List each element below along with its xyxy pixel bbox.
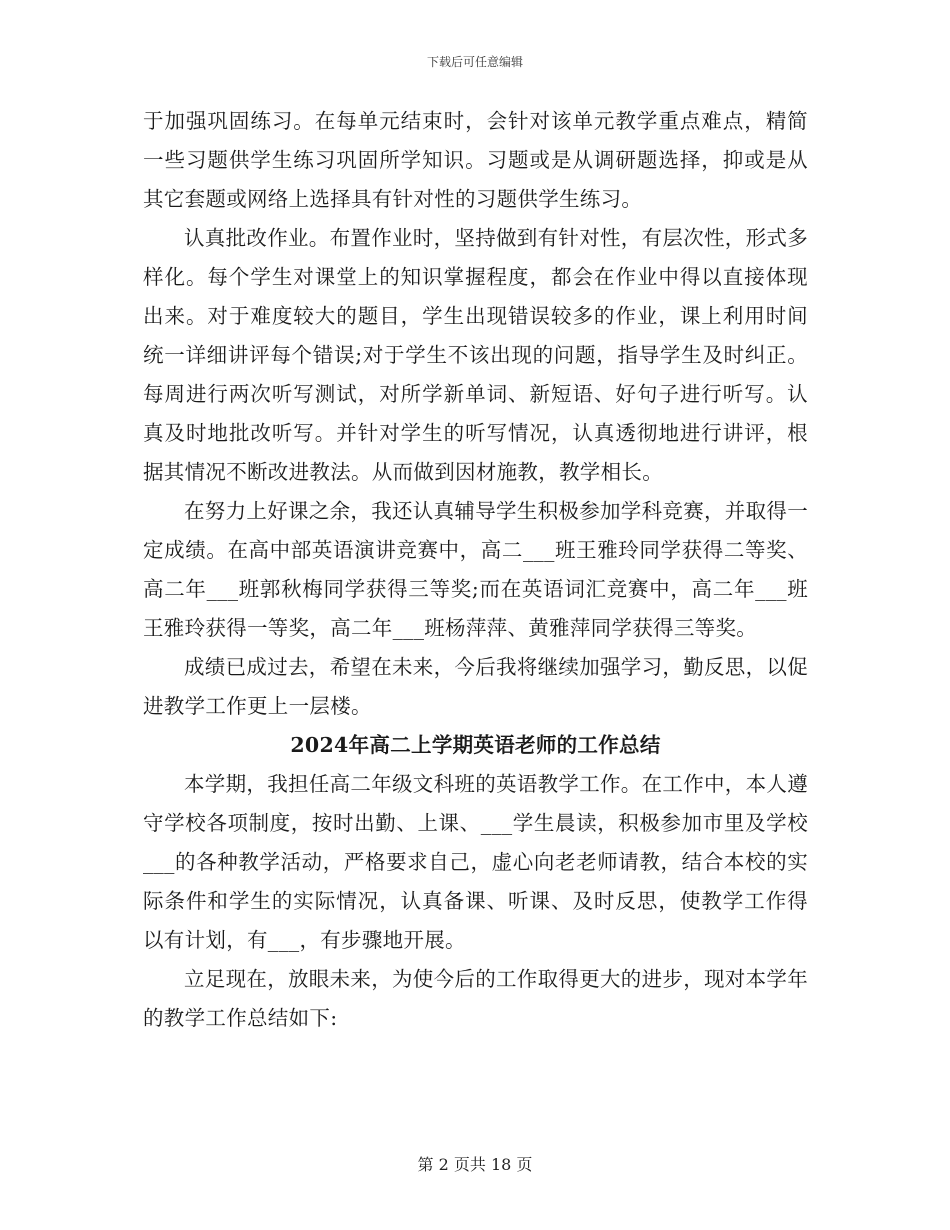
document-body xyxy=(143,102,808,1038)
page-header: 下载后可任意编辑 xyxy=(426,55,523,69)
paragraph-continued: 于加强巩固练习。在每单元结束时，会针对该单元教学重点难点，精简一些习题供学生练习巩固所学知识。习题或是从调研题选择，抑或是从其它套题或网络上选择具有针对性的习题供学生练习。 xyxy=(143,109,808,211)
paragraph-outlook: 成绩已成过去，希望在未来，今后我将继续加强学习，勤反思，以促进教学工作更上一层楼。 xyxy=(143,655,808,718)
paragraph-intro: 本学期，我担任高二年级文科班的英语教学工作。在工作中，本人遵守学校各项制度，按时出勤、上课、___学生晨读，积极参加市里及学校___的各种教学活动，严格要求自己，虚心向老老师请教，结合本校的实际条件和学生的实际情况，认真备课、听课、及时反思，使教学工作得以有计划，有___，有步骤地开展。 xyxy=(143,772,808,952)
paragraph-summary-lead: 立足现在，放眼未来，为使今后的工作取得更大的进步，现对本学年的教学工作总结如下: xyxy=(143,967,808,1030)
section-title: 2024年高二上学期英语老师的工作总结 xyxy=(290,733,661,757)
paragraph-homework: 认真批改作业。布置作业时，坚持做到有针对性，有层次性，形式多样化。每个学生对课堂上的知识掌握程度，都会在作业中得以直接体现出来。对于难度较大的题目，学生出现错误较多的作业，课上利用时间统一详细讲评每个错误;对于学生不该出现的问题，指导学生及时纠正。每周进行两次听写测试，对所学新单词、新短语、好句子进行听写。认真及时地批改听写。并针对学生的听写情况，认真透彻地进行讲评，根据其情况不断改进教法。从而做到因材施教，教学相长。 xyxy=(143,226,808,484)
paragraph-competition: 在努力上好课之余，我还认真辅导学生积极参加学科竞赛，并取得一定成绩。在高中部英语演讲竞赛中，高二___班王雅玲同学获得二等奖、高二年___班郭秋梅同学获得三等奖;而在英语词汇竞赛中，高二年___班王雅玲获得一等奖，高二年___班杨萍萍、黄雅萍同学获得三等奖。 xyxy=(143,499,808,640)
page-footer: 第 2 页共 18 页 xyxy=(417,1155,533,1174)
